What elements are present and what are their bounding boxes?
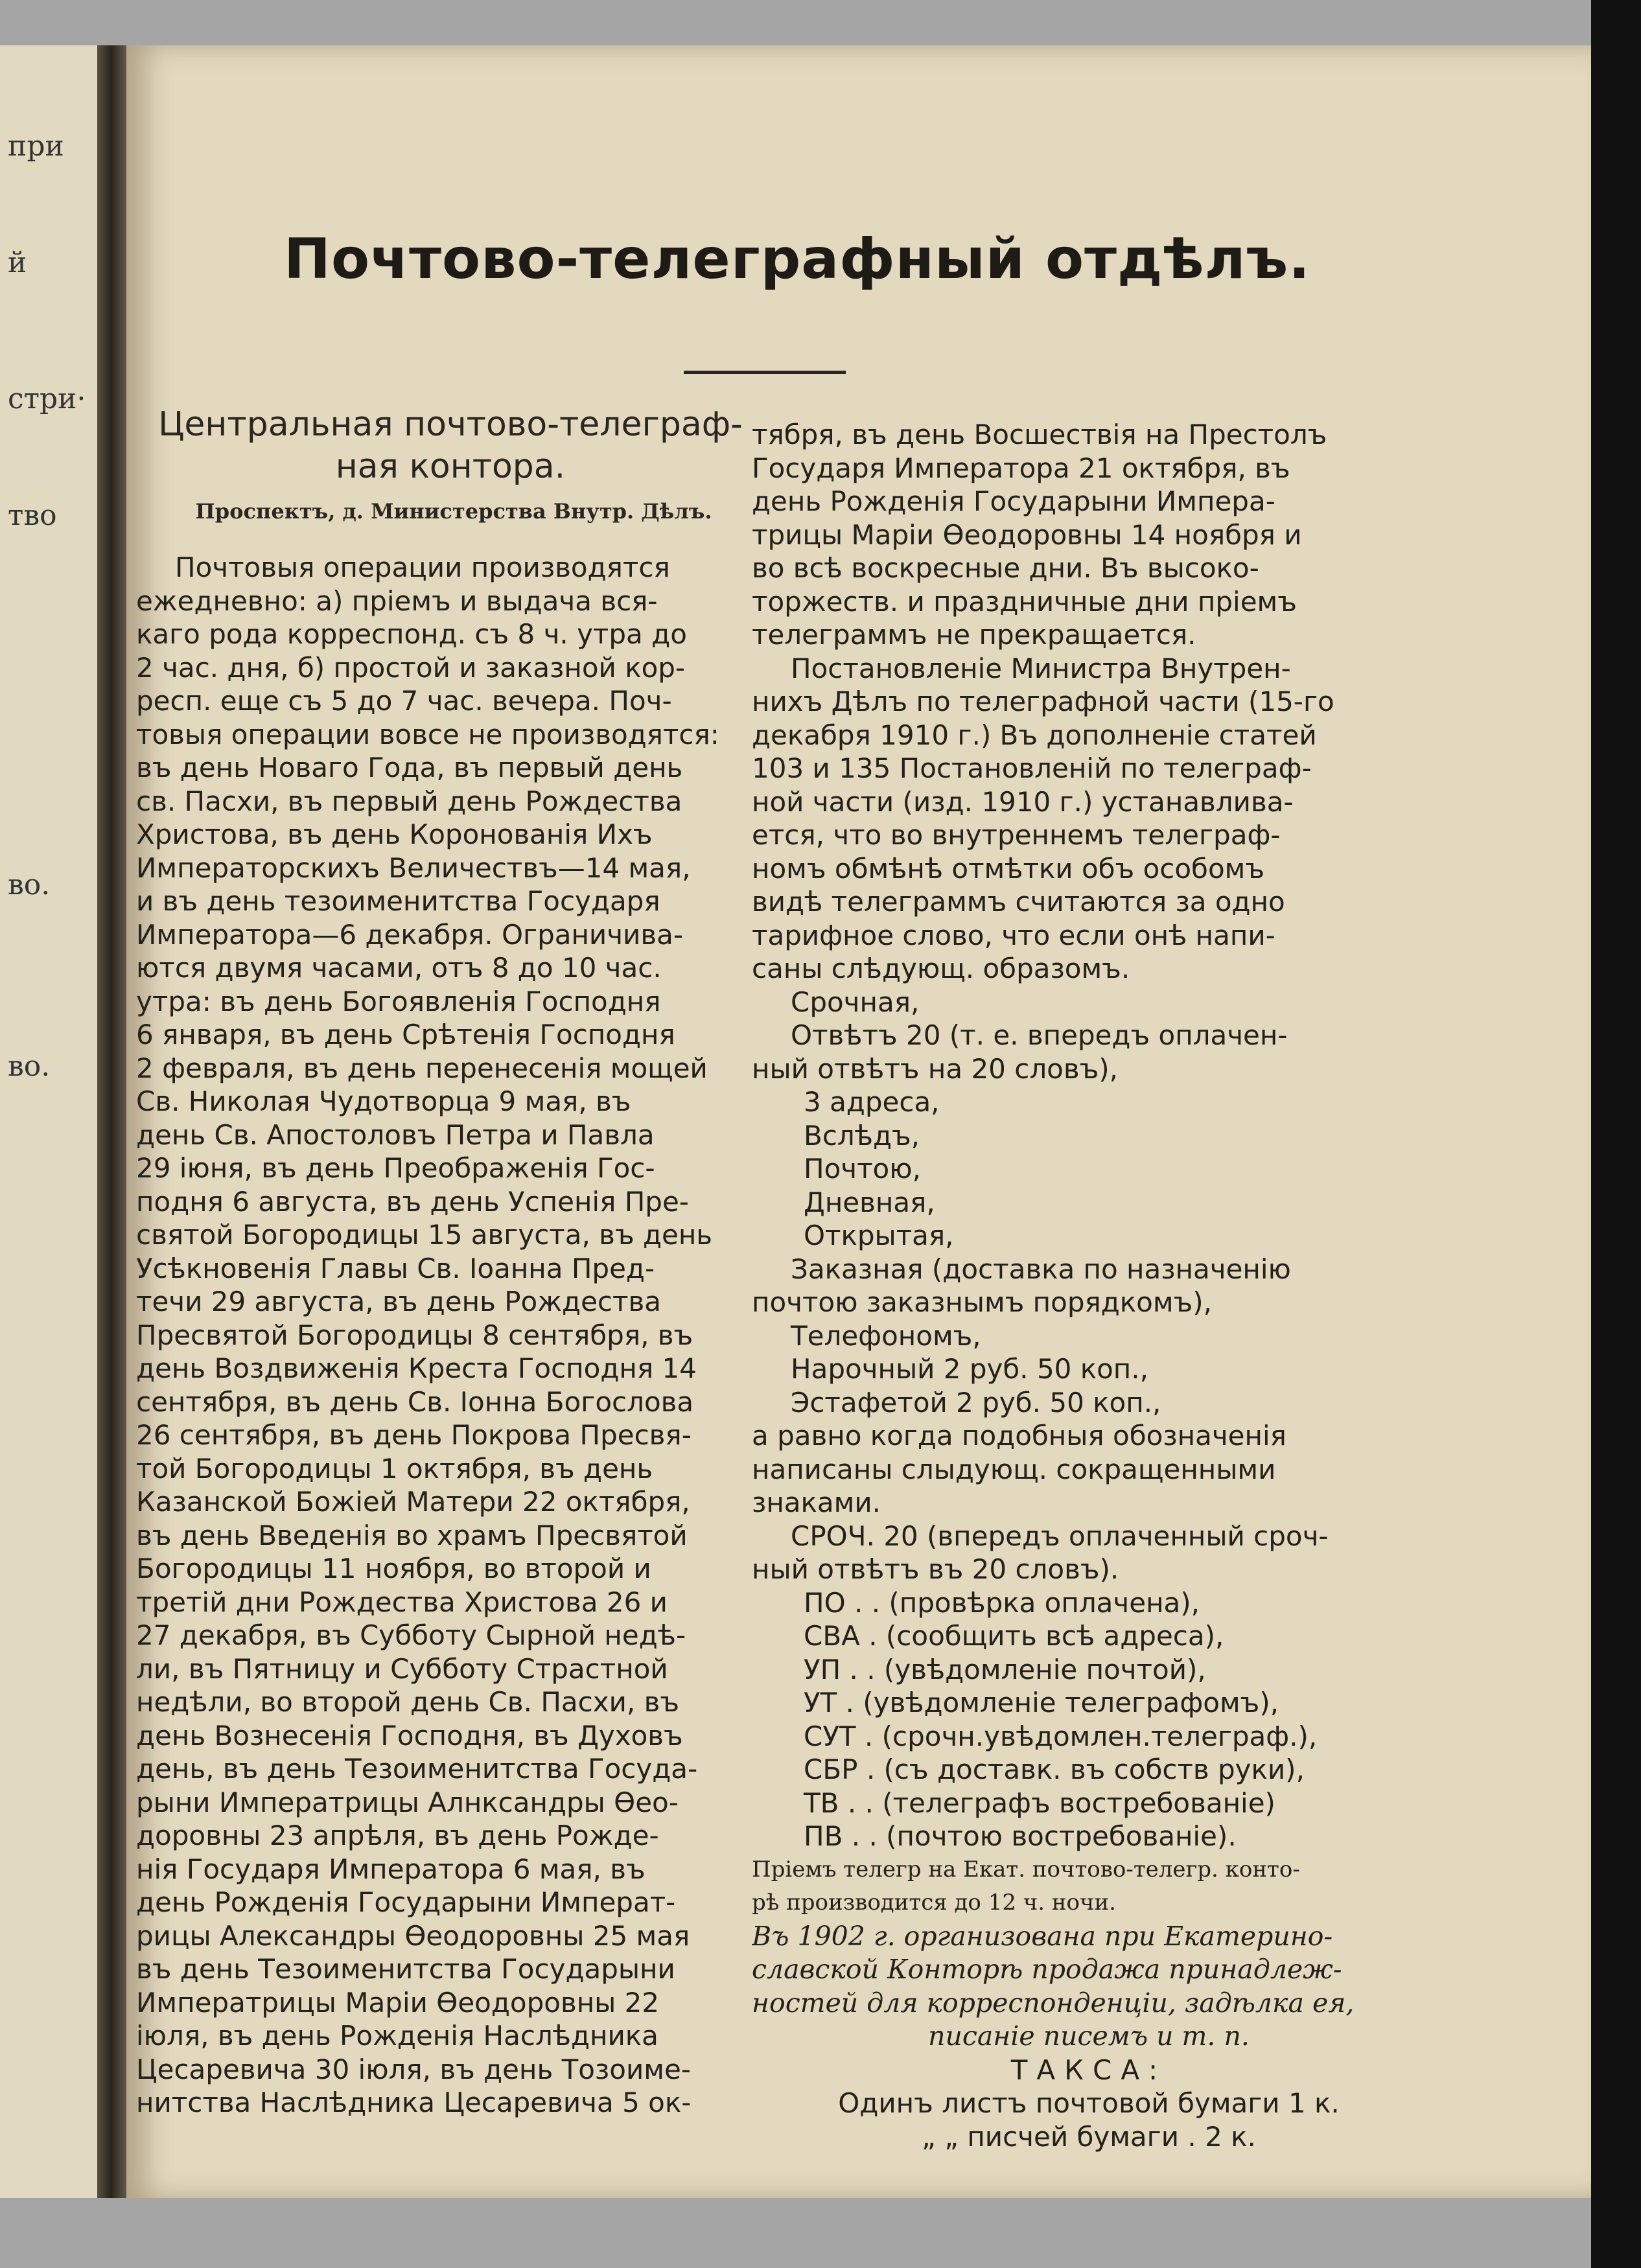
section-heading-line: Центральная почтово-телеграф-: [158, 405, 743, 444]
text-line: 2 февраля, въ день перенесенія мощей: [136, 1052, 708, 1084]
text-line: ПВ . . (почтою востребованіе).: [804, 1820, 1237, 1852]
text-line: Почтою,: [804, 1153, 921, 1185]
right-text-column: [752, 418, 1426, 2153]
text-line: день Вознесенія Господня, въ Духовъ: [136, 1719, 683, 1752]
text-line: ПО . . (провѣрка оплачена),: [804, 1586, 1200, 1619]
text-line: ный отвѣтъ на 20 словъ),: [752, 1052, 1119, 1085]
text-line: декабря 1910 г.) Въ дополненіе статей: [752, 719, 1317, 751]
text-line: а равно когда подобныя обозначенія: [752, 1420, 1286, 1452]
text-line: и въ день тезоименитства Государя: [136, 885, 660, 917]
text-line: Постановленіе Министра Внутрен-: [791, 652, 1291, 684]
text-line: СУТ . (срочн.увѣдомлен.телеграф.),: [804, 1720, 1318, 1752]
text-line: видѣ телеграммъ считаются за одно: [752, 886, 1285, 918]
text-line: Усѣкновенія Главы Св. Іоанна Пред-: [136, 1252, 655, 1284]
text-line: славской Конторѣ продажа принадлеж-: [752, 1954, 1342, 1985]
text-line: день Рожденія Государыни Импера-: [752, 485, 1275, 517]
text-line: ностей для корреспонденціи, задѣлка ея,: [752, 1987, 1355, 2019]
text-line: Телефономъ,: [791, 1319, 981, 1352]
left-fragment: во.: [8, 868, 51, 901]
text-line: 6 января, въ день Срѣтенія Господня: [136, 1019, 675, 1050]
text-line: 3 адреса,: [804, 1086, 940, 1118]
text-line: „ „ писчей бумаги . 2 к.: [922, 2120, 1256, 2153]
left-fragment: стри·: [8, 382, 86, 415]
text-line: ежедневно: а) пріемъ и выдача вся-: [136, 584, 658, 617]
scan-right-edge: [1591, 0, 1641, 2268]
text-line: св. Пасхи, въ первый день Рождества: [136, 785, 682, 817]
text-line: Вслѣдъ,: [804, 1119, 920, 1151]
text-line: Цесаревича 30 іюля, въ день Тозоиме-: [136, 2053, 691, 2085]
section-heading-line: ная контора.: [335, 447, 566, 486]
text-line: Императора—6 декабря. Ограничива-: [136, 918, 683, 951]
text-line: Въ 1902 г. организована при Екатерино-: [752, 1920, 1333, 1952]
scan-top-margin: [0, 0, 1591, 45]
left-fragment: й: [8, 246, 27, 279]
text-line: Императрицы Маріи Ѳеодоровны 22: [136, 1986, 660, 2019]
text-line: Одинъ листъ почтовой бумаги 1 к.: [838, 2087, 1340, 2119]
text-line: 29 іюня, въ день Преображенія Гос-: [136, 1152, 655, 1184]
text-line: Нарочный 2 руб. 50 коп.,: [791, 1353, 1148, 1385]
text-line: тарифное слово, что если онѣ напи-: [752, 919, 1275, 951]
text-line: 26 сентября, въ день Покрова Пресвя-: [136, 1419, 692, 1451]
text-line: СВА . (сообщить всѣ адреса),: [804, 1620, 1224, 1652]
text-line: Срочная,: [791, 986, 920, 1018]
book-gutter: [97, 45, 128, 2198]
text-line: Св. Николая Чудотворца 9 мая, въ: [136, 1085, 631, 1117]
text-line: день Воздвиженія Креста Господня 14: [136, 1352, 697, 1384]
text-line: Открытая,: [804, 1220, 954, 1251]
text-line: каго рода корреспонд. съ 8 ч. утра до: [136, 618, 687, 650]
text-line: утра: въ день Богоявленія Господня: [136, 985, 661, 1017]
text-line: 103 и 135 Постановленій по телеграф-: [752, 752, 1312, 784]
text-line: ется, что во внутреннемъ телеграф-: [752, 819, 1281, 851]
text-line: ТВ . . (телеграфъ востребованіе): [804, 1787, 1275, 1819]
text-line: тября, въ день Восшествія на Престолъ: [752, 419, 1327, 450]
text-line: Казанской Божіей Матери 22 октября,: [136, 1486, 690, 1518]
text-line: доровны 23 апрѣля, въ день Рожде-: [136, 1820, 659, 1851]
text-line: СБР . (съ доставк. въ собств руки),: [804, 1753, 1305, 1785]
text-line: святой Богородицы 15 августа, въ день: [136, 1219, 713, 1251]
text-line: подня 6 августа, въ день Успенія Пре-: [136, 1185, 689, 1218]
text-line: во всѣ воскресные дни. Въ высоко-: [752, 552, 1259, 584]
text-line: ТАКСА:: [1010, 2054, 1167, 2086]
text-line: Государя Императора 21 октября, въ: [752, 452, 1290, 484]
text-line: недѣли, во второй день Св. Пасхи, въ: [136, 1686, 680, 1718]
text-line: третій дни Рождества Христова 26 и: [136, 1586, 668, 1618]
text-line: въ день Новаго Года, въ первый день: [136, 752, 683, 783]
text-line: респ. еще съ 5 до 7 час. вечера. Поч-: [136, 685, 672, 717]
text-line: Пресвятой Богородицы 8 сентября, въ: [136, 1319, 693, 1351]
text-line: нія Государя Императора 6 мая, въ: [136, 1853, 646, 1885]
section-address: Проспектъ, д. Министерства Внутр. Дѣлъ.: [195, 499, 712, 524]
text-line: въ день Тезоименитства Государыни: [136, 1953, 675, 1985]
text-line: знаками.: [752, 1487, 881, 1518]
page-title: Почтово-телеграфный отдѣлъ.: [284, 227, 1310, 292]
text-line: УТ . (увѣдомленіе телеграфомъ),: [804, 1687, 1279, 1718]
left-fragment: при: [8, 130, 64, 163]
text-line: Почтовыя операции производятся: [175, 551, 670, 583]
text-line: УП . . (увѣдомленіе почтой),: [804, 1653, 1206, 1685]
title-rule: [684, 371, 846, 374]
text-line: товыя операции вовсе не производятся:: [136, 718, 719, 750]
text-line: іюля, въ день Рожденія Наслѣдника: [136, 2020, 658, 2052]
text-line: ются двумя часами, отъ 8 до 10 час.: [136, 952, 662, 984]
text-line: трицы Маріи Ѳеодоровны 14 ноября и: [752, 518, 1302, 551]
scan-bottom-margin: [0, 2198, 1591, 2268]
text-line: Пріемъ телегр на Екат. почтово-телегр. конто-: [752, 1856, 1300, 1882]
text-line: написаны слыдующ. сокращенными: [752, 1453, 1276, 1485]
text-line: Заказная (доставка по назначенію: [791, 1253, 1291, 1285]
text-line: ной части (изд. 1910 г.) устанавлива-: [752, 785, 1294, 818]
text-line: рицы Александры Ѳеодоровны 25 мая: [136, 1919, 690, 1952]
left-fragment: тво: [8, 499, 57, 532]
text-line: Дневная,: [804, 1186, 935, 1218]
text-line: той Богородицы 1 октября, въ день: [136, 1452, 653, 1485]
text-line: Императорскихъ Величествъ—14 мая,: [136, 851, 691, 884]
text-line: Христова, въ день Коронованія Ихъ: [136, 818, 653, 850]
left-page-edge: [0, 45, 113, 2198]
text-line: торжеств. и праздничные дни пріемъ: [752, 585, 1297, 618]
text-line: рыни Императрицы Алнксандры Ѳео-: [136, 1786, 679, 1818]
text-line: 27 декабря, въ Субботу Сырной недѣ-: [136, 1619, 686, 1651]
text-line: Богородицы 11 ноября, во второй и: [136, 1553, 651, 1584]
text-line: писаніе писемъ и т. п.: [928, 2020, 1250, 2052]
left-fragment: во.: [8, 1050, 51, 1083]
text-line: сентября, въ день Св. Іонна Богослова: [136, 1385, 694, 1418]
text-line: въ день Введенія во храмъ Пресвятой: [136, 1519, 688, 1551]
text-line: течи 29 августа, въ день Рождества: [136, 1286, 661, 1317]
text-line: день Св. Апостоловъ Петра и Павла: [136, 1118, 655, 1151]
text-line: ли, въ Пятницу и Субботу Страстной: [136, 1652, 668, 1685]
text-line: 2 час. дня, б) простой и заказной кор-: [136, 651, 686, 684]
text-line: номъ обмѣнѣ отмѣтки объ особомъ: [752, 852, 1265, 885]
text-line: Отвѣтъ 20 (т. е. впередъ оплачен-: [791, 1019, 1288, 1051]
text-line: ный отвѣтъ въ 20 словъ).: [752, 1553, 1119, 1585]
text-line: нитства Наслѣдника Цесаревича 5 ок-: [136, 2087, 692, 2118]
text-line: почтою заказнымъ порядкомъ),: [752, 1286, 1212, 1318]
text-line: рѣ производится до 12 ч. ночи.: [752, 1890, 1116, 1915]
text-line: день, въ день Тезоименитства Госуда-: [136, 1753, 698, 1785]
text-line: нихъ Дѣлъ по телеграфной части (15-го: [752, 686, 1334, 717]
text-line: саны слѣдующ. образомъ.: [752, 953, 1130, 984]
left-text-column: [136, 551, 739, 2120]
text-line: Эстафетой 2 руб. 50 коп.,: [791, 1386, 1161, 1418]
text-line: СРОЧ. 20 (впередъ оплаченный сроч-: [791, 1520, 1329, 1552]
text-line: день Рожденія Государыни Императ-: [136, 1886, 676, 1918]
text-line: телеграммъ не прекращается.: [752, 619, 1196, 651]
